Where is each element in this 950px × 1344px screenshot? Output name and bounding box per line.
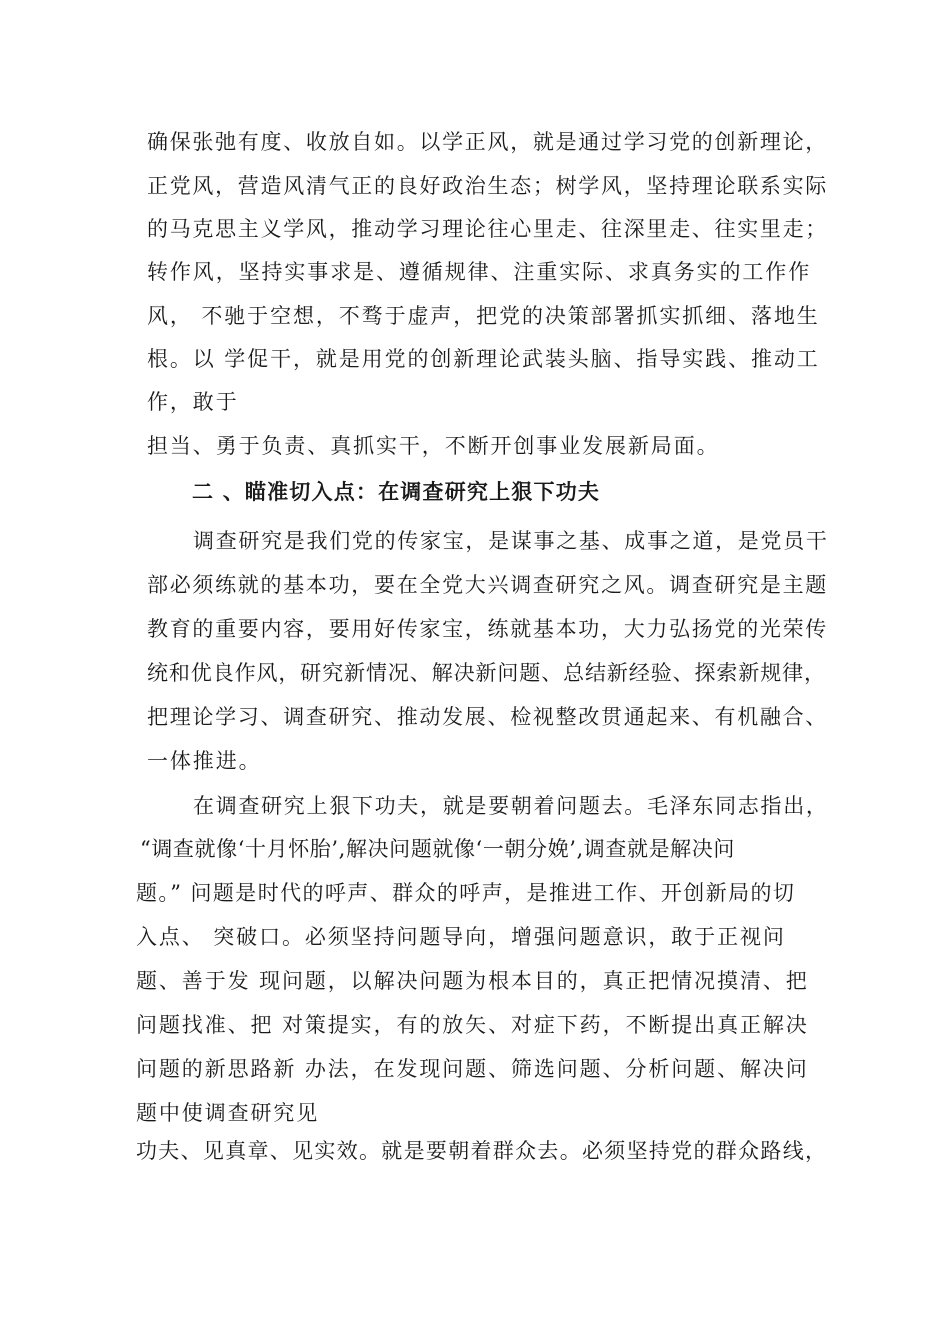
paragraph-3-line-5: 题、善于发 现问题，以解决问题为根本目的，真正把情况摸清、把 (136, 969, 809, 993)
paragraph-3-line-3: 题。” 问题是时代的呼声、群众的呼声，是推进工作、开创新局的切 (136, 881, 796, 905)
paragraph-2-line-6: 一体推进。 (147, 749, 262, 773)
paragraph-1-line-5: 风， 不驰于空想，不骛于虚声，把党的决策部署抓实抓细、落地生 (147, 304, 820, 328)
paragraph-1-line-6: 根。以 学促干，就是用党的创新理论武装头脑、指导实践、推动工 (147, 347, 820, 371)
paragraph-1-line-3: 的马克思主义学风，推动学习理论往心里走、往深里走、往实里走； (147, 217, 828, 241)
paragraph-1-line-4: 转作风，坚持实事求是、遵循规律、注重实际、求真务实的工作作 (147, 260, 812, 284)
paragraph-2-line-3: 教育的重要内容，要用好传家宝，练就基本功，大力弘扬党的光荣传 (147, 617, 828, 641)
paragraph-3-line-1: 在调查研究上狠下功夫，就是要朝着问题去。毛泽东同志指出， (193, 794, 829, 818)
paragraph-3-line-9: 功夫、见真章、见实效。就是要朝着群众去。必须坚持党的群众路线， (136, 1139, 828, 1163)
paragraph-1-line-1: 确保张弛有度、收放自如。以学正风，就是通过学习党的创新理论， (147, 130, 828, 154)
paragraph-2-line-4: 统和优良作风，研究新情况、解决新问题、总结新经验、探索新规律， (147, 661, 826, 685)
paragraph-3-line-2: “调查就像‘十月怀胎’,解决问题就像‘一朝分娩’,调查就是解决问 (140, 837, 735, 861)
paragraph-3-line-4: 入点、 突破口。必须坚持问题导向，增强问题意识，敢于正视问 (136, 925, 786, 949)
paragraph-2-line-2: 部必须练就的基本功，要在全党大兴调查研究之风。调查研究是主题 (147, 573, 828, 597)
paragraph-1-line-2: 正党风，营造风清气正的良好政治生态；树学风，坚持理论联系实际 (147, 174, 828, 198)
paragraph-2-line-5: 把理论学习、调查研究、推动发展、检视整改贯通起来、有机融合、 (147, 705, 828, 729)
paragraph-1-line-8: 担当、勇于负责、真抓实干，不断开创事业发展新局面。 (147, 434, 720, 458)
paragraph-1-line-7: 作，敢于 (147, 390, 239, 414)
paragraph-3-line-6: 问题找准、把 对策提实，有的放矢、对症下药，不断提出真正解决 (136, 1013, 809, 1037)
paragraph-2-line-1: 调查研究是我们党的传家宝，是谋事之基、成事之道，是党员干 (193, 529, 829, 553)
paragraph-3-line-8: 题中使调查研究见 (136, 1101, 320, 1125)
paragraph-3-line-7: 问题的新思路新 办法，在发现问题、筛选问题、分析问题、解决问 (136, 1057, 809, 1081)
section-heading: 二 、瞄准切入点：在调查研究上狠下功夫 (192, 480, 601, 504)
